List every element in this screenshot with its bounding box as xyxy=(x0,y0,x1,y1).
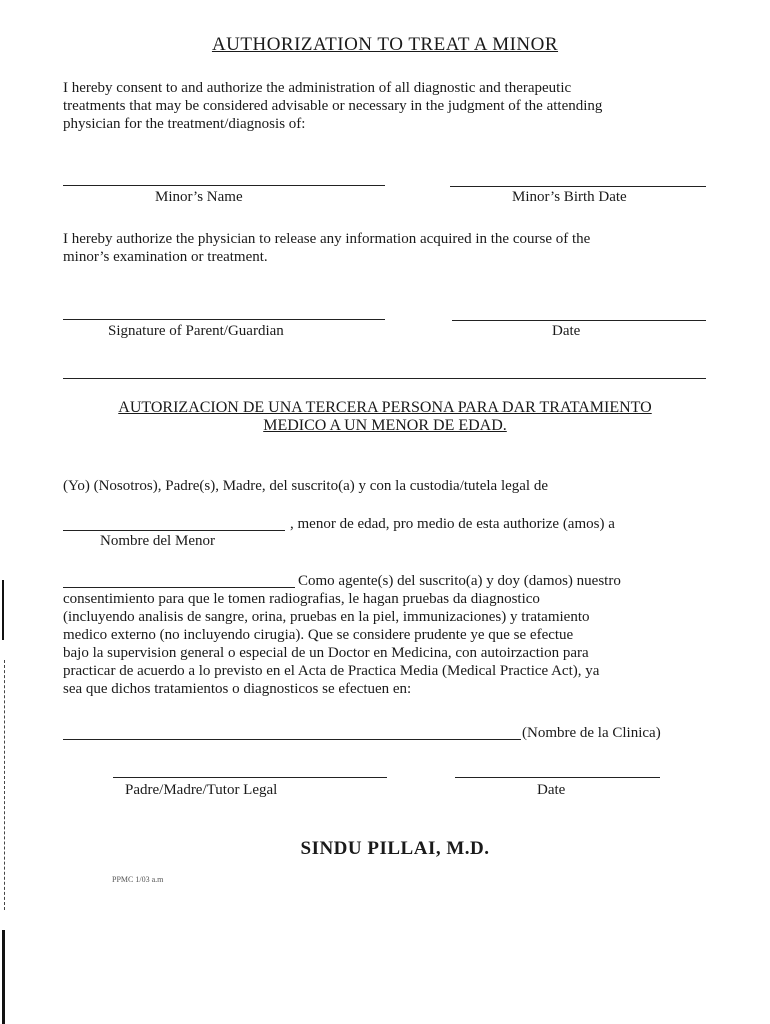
release-line-1: I hereby authorize the physician to release any information acquired in the course of the xyxy=(63,231,591,247)
date-caption-2: Date xyxy=(537,782,566,798)
parent-signature-caption: Signature of Parent/Guardian xyxy=(108,323,284,339)
parent-signature-line[interactable] xyxy=(63,319,385,320)
scan-margin-mark-bottom xyxy=(2,930,5,1024)
agente-line-7: sea que dichos tratamientos o diagnosticos se efectuen en: xyxy=(63,681,412,697)
consent-line-3: physician for the treatment/diagnosis of: xyxy=(63,116,306,132)
consent-line-2: treatments that may be considered advisable or necessary in the judgment of the attending xyxy=(63,98,603,114)
agente-line-2: consentimiento para que le tomen radiografias, le hagan pruebas da diagnostico xyxy=(63,591,540,607)
legal-guardian-caption: Padre/Madre/Tutor Legal xyxy=(125,782,278,798)
release-paragraph xyxy=(63,230,723,266)
consent-paragraph xyxy=(63,79,723,133)
date-caption-1: Date xyxy=(552,323,581,339)
agente-line-5: bajo la supervision general o especial de un Doctor en Medicina, con autoirzaction para xyxy=(63,645,589,661)
minor-birth-date-line[interactable] xyxy=(450,186,706,187)
nombre-del-menor-line[interactable] xyxy=(63,530,285,531)
agente-line-3: (incluyendo analisis de sangre, orina, pruebas en la piel, immunizaciones) y tratamiento xyxy=(63,609,590,625)
menor-de-edad-text: , menor de edad, pro medio de esta authorize (amos) a xyxy=(290,516,615,532)
agente-line-4: medico externo (no incluyendo cirugia). Que se considere prudente ye que se efectue xyxy=(63,627,574,643)
minor-name-caption: Minor’s Name xyxy=(155,189,243,205)
spanish-title-line-2: MEDICO A UN MENOR DE EDAD. xyxy=(263,417,507,434)
agente-name-line[interactable] xyxy=(63,587,295,588)
agente-line-6: practicar de acuerdo a lo previsto en el Acta de Practica Media (Medical Practice Act), ya xyxy=(63,663,600,679)
doctor-signature: SINDU PILLAI, M.D. xyxy=(300,838,490,859)
clinic-name-caption: (Nombre de la Clinica) xyxy=(522,725,661,741)
section-divider xyxy=(63,378,706,379)
minor-birth-date-caption: Minor’s Birth Date xyxy=(512,189,627,205)
spanish-title xyxy=(60,399,710,435)
scan-margin-mark-top xyxy=(2,580,4,640)
minor-name-line[interactable] xyxy=(63,185,385,186)
custody-statement: (Yo) (Nosotros), Padre(s), Madre, del suscrito(a) y con la custodia/tutela legal de xyxy=(63,478,549,494)
legal-guardian-line[interactable] xyxy=(113,777,387,778)
parent-signature-date-line[interactable] xyxy=(452,320,706,321)
consent-line-1: I hereby consent to and authorize the administration of all diagnostic and therapeutic xyxy=(63,80,572,96)
form-code: PPMC 1/03 a.m xyxy=(112,875,164,884)
nombre-del-menor-caption: Nombre del Menor xyxy=(100,533,215,549)
agente-line-1: Como agente(s) del suscrito(a) y doy (damos) nuestro xyxy=(298,573,621,589)
spanish-title-line-1: AUTORIZACION DE UNA TERCERA PERSONA PARA DAR TRATAMIENTO xyxy=(118,399,652,416)
legal-guardian-date-line[interactable] xyxy=(455,777,660,778)
agente-paragraph xyxy=(63,590,733,698)
clinic-name-line[interactable] xyxy=(63,739,521,740)
form-title: AUTHORIZATION TO TREAT A MINOR xyxy=(211,34,559,55)
release-line-2: minor’s examination or treatment. xyxy=(63,249,268,265)
scan-margin-dashes xyxy=(4,660,5,910)
